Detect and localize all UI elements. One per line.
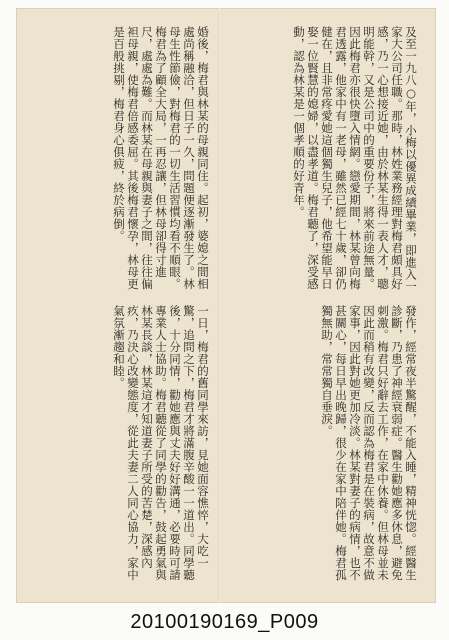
text-block-bottom-right: 發作，經常夜半驚醒，不能入睡，精神恍惚。經醫生診斷，乃患了神經衰弱症。醫生勸她應多休息，避免刺激。梅君只好辭去工作，在家中休養。但林母並未因此而稍有改變，反而認為梅君是在裝病，故意不做家事，因此對她更加冷淡。林某對妻子的病情，也不甚關心，每日早出晚歸，很少在家中陪伴她。梅君孤獨無助，常常獨自垂淚。 [320, 305, 418, 581]
archive-id-caption: 20100190169_P009 [130, 611, 319, 633]
text-block-top-left: 婚後，梅君與林某的母親同住。起初，婆媳之間相處尚稱融洽，但日子一久，問題便逐漸發生了。林母生性節儉，對梅君的一切生活習慣均看不順眼。梅君為了顧全大局，一再忍讓，但林母卻得寸進尺，處處為難。而林某在母親與妻子之間，往往偏袒母親，使梅君倍感委屈。其後梅君懷孕，林母更是百般挑剔，梅君身心俱疲，終於病倒。 [112, 26, 210, 290]
page-crease [218, 8, 220, 603]
text-block-bottom-left: 一日，梅君的舊同學來訪，見她面容憔悴，大吃一驚，追問之下，梅君才將滿腹辛酸一一道出。同學聽後，十分同情，勸她應與丈夫好好溝通，必要時可請專業人士協助。梅君聽從了同學的勸告，鼓起勇氣與林某長談，林某這才知道妻子所受的苦楚，深感內疚，乃決心改變態度，從此夫妻二人同心協力，家中氣氛漸趨和睦。 [112, 305, 210, 581]
text-block-top-right: 及至一九八○年，小梅以優異成績畢業，即進入一家大公司任職。那時，林姓業務經理對梅君頗具好感，乃一心想接近她，由於林某生得一表人才，聰明能幹，又是公司中的重要份子，將來前途無量。因此梅君亦很快墮入情網。戀愛期間，林某曾向梅君透露，他家中有一老母，雖然已經七十歲，卻仍健在，且非常疼愛她這個獨生兒子，他希望能早日娶一位賢慧的媳婦，以盡孝道。梅君聽了，深受感動，認為林某是一個孝順的好青年。 [292, 26, 418, 293]
